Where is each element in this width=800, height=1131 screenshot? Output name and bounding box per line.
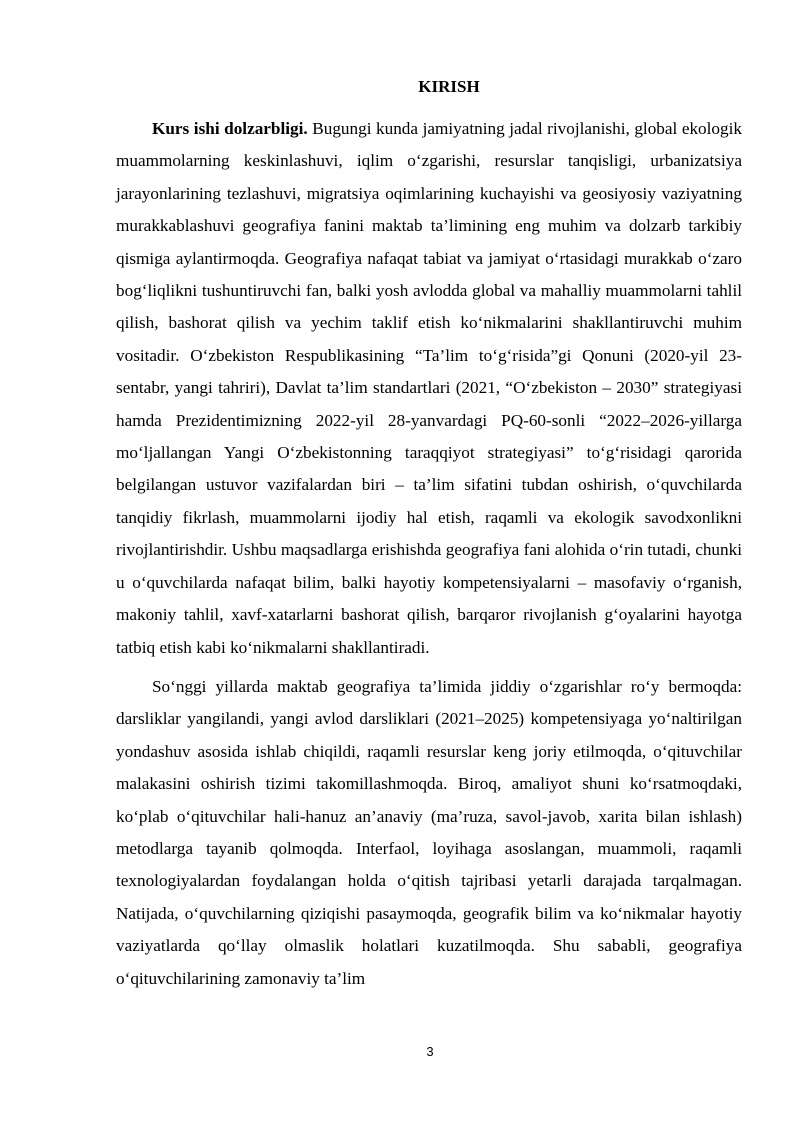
paragraph-changes: So‘nggi yillarda maktab geografiya ta’limida jiddiy o‘zgarishlar ro‘y bermoqda: darsliklar yangilandi, yangi avlod darsliklari (2021–2025) kompetensiyaga yo‘naltirilgan yondashuv asosida ishlab chiqildi, raqamli resurslar keng joriy etilmoqda, o‘qituvchilar malakasini oshirish tizimi takomillashmoqda. Biroq, amaliyot shuni ko‘rsatmoqdaki, ko‘plab o‘qituvchilar hali-hanuz an’anaviy (ma’ruza, savol-javob, xarita bilan ishlash) metodlarga tayanib qolmoqda. Interfaol, loyihaga asoslangan, muammoli, raqamli texnologiyalardan foydalangan holda o‘qitish tajribasi yetarli darajada tarqalmagan. Natijada, o‘quvchilarning qiziqishi pasaymoqda, geografik bilim va ko‘nikmalar hayotiy vaziyatlarda qo‘llay olmaslik holatlari kuzatilmoqda. Shu sababli, geografiya o‘qituvchilarining zamonaviy ta’lim xyxy=(116,676,742,988)
page-number: 3 xyxy=(426,1044,434,1059)
page-title: KIRISH xyxy=(418,77,480,96)
body-text xyxy=(116,113,742,995)
paragraph-relevance xyxy=(116,113,742,664)
paragraph-text: Bugungi kunda jamiyatning jadal rivojlanishi, global ekologik muammolarning keskinlashuvi, iqlim o‘zgarishi, resurslar tanqisligi, urbanizatsiya jarayonlarining tezlashuvi, migratsiya oqimlarining kuchayishi va geosiyosiy vaziyatning murakkablashuvi geografiya fanini maktab ta’limining eng muhim va dolzarb tarkibiy qismiga aylantirmoqda. Geografiya nafaqat tabiat va jamiyat o‘rtasidagi murakkab o‘zaro bog‘liqlikni tushuntiruvchi fan, balki yosh avlodda global va mahalliy muammolarni tahlil qilish, bashorat qilish va yechim taklif etish ko‘nikmalarini shakllantiruvchi muhim vositadir. O‘zbekiston Respublikasining “Ta’lim to‘g‘risida”gi Qonuni (2020-yil 23-sentabr, yangi tahriri), Davlat ta’lim standartlari (2021, “O‘zbekiston – 2030” strategiyasi hamda Prezidentimizning 2022-yil 28-yanvardagi PQ-60-sonli “2022–2026-yillarga mo‘ljallangan Yangi O‘zbekistonning taraqqiyot strategiyasi” to‘g‘risidagi qarorida belgilangan ustuvor vazifalardan biri – ta’lim sifatini tubdan oshirish, o‘quvchilarda tanqidiy fikrlash, muammolarni ijodiy hal etish, raqamli va ekologik savodxonlikni rivojlantirishdir. Ushbu maqsadlarga erishishda geografiya fani alohida o‘rin tutadi, chunki u o‘quvchilarda nafaqat bilim, balki hayotiy kompetensiyalarni – masofaviy o‘rganish, makoniy tahlil, xavf-xatarlarni bashorat qilish, barqaror rivojlanish g‘oyalarini hayotga tatbiq etish kabi ko‘nikmalarni shakllantiradi. xyxy=(116,119,742,657)
paragraph-lead: Kurs ishi dolzarbligi. xyxy=(152,119,308,138)
